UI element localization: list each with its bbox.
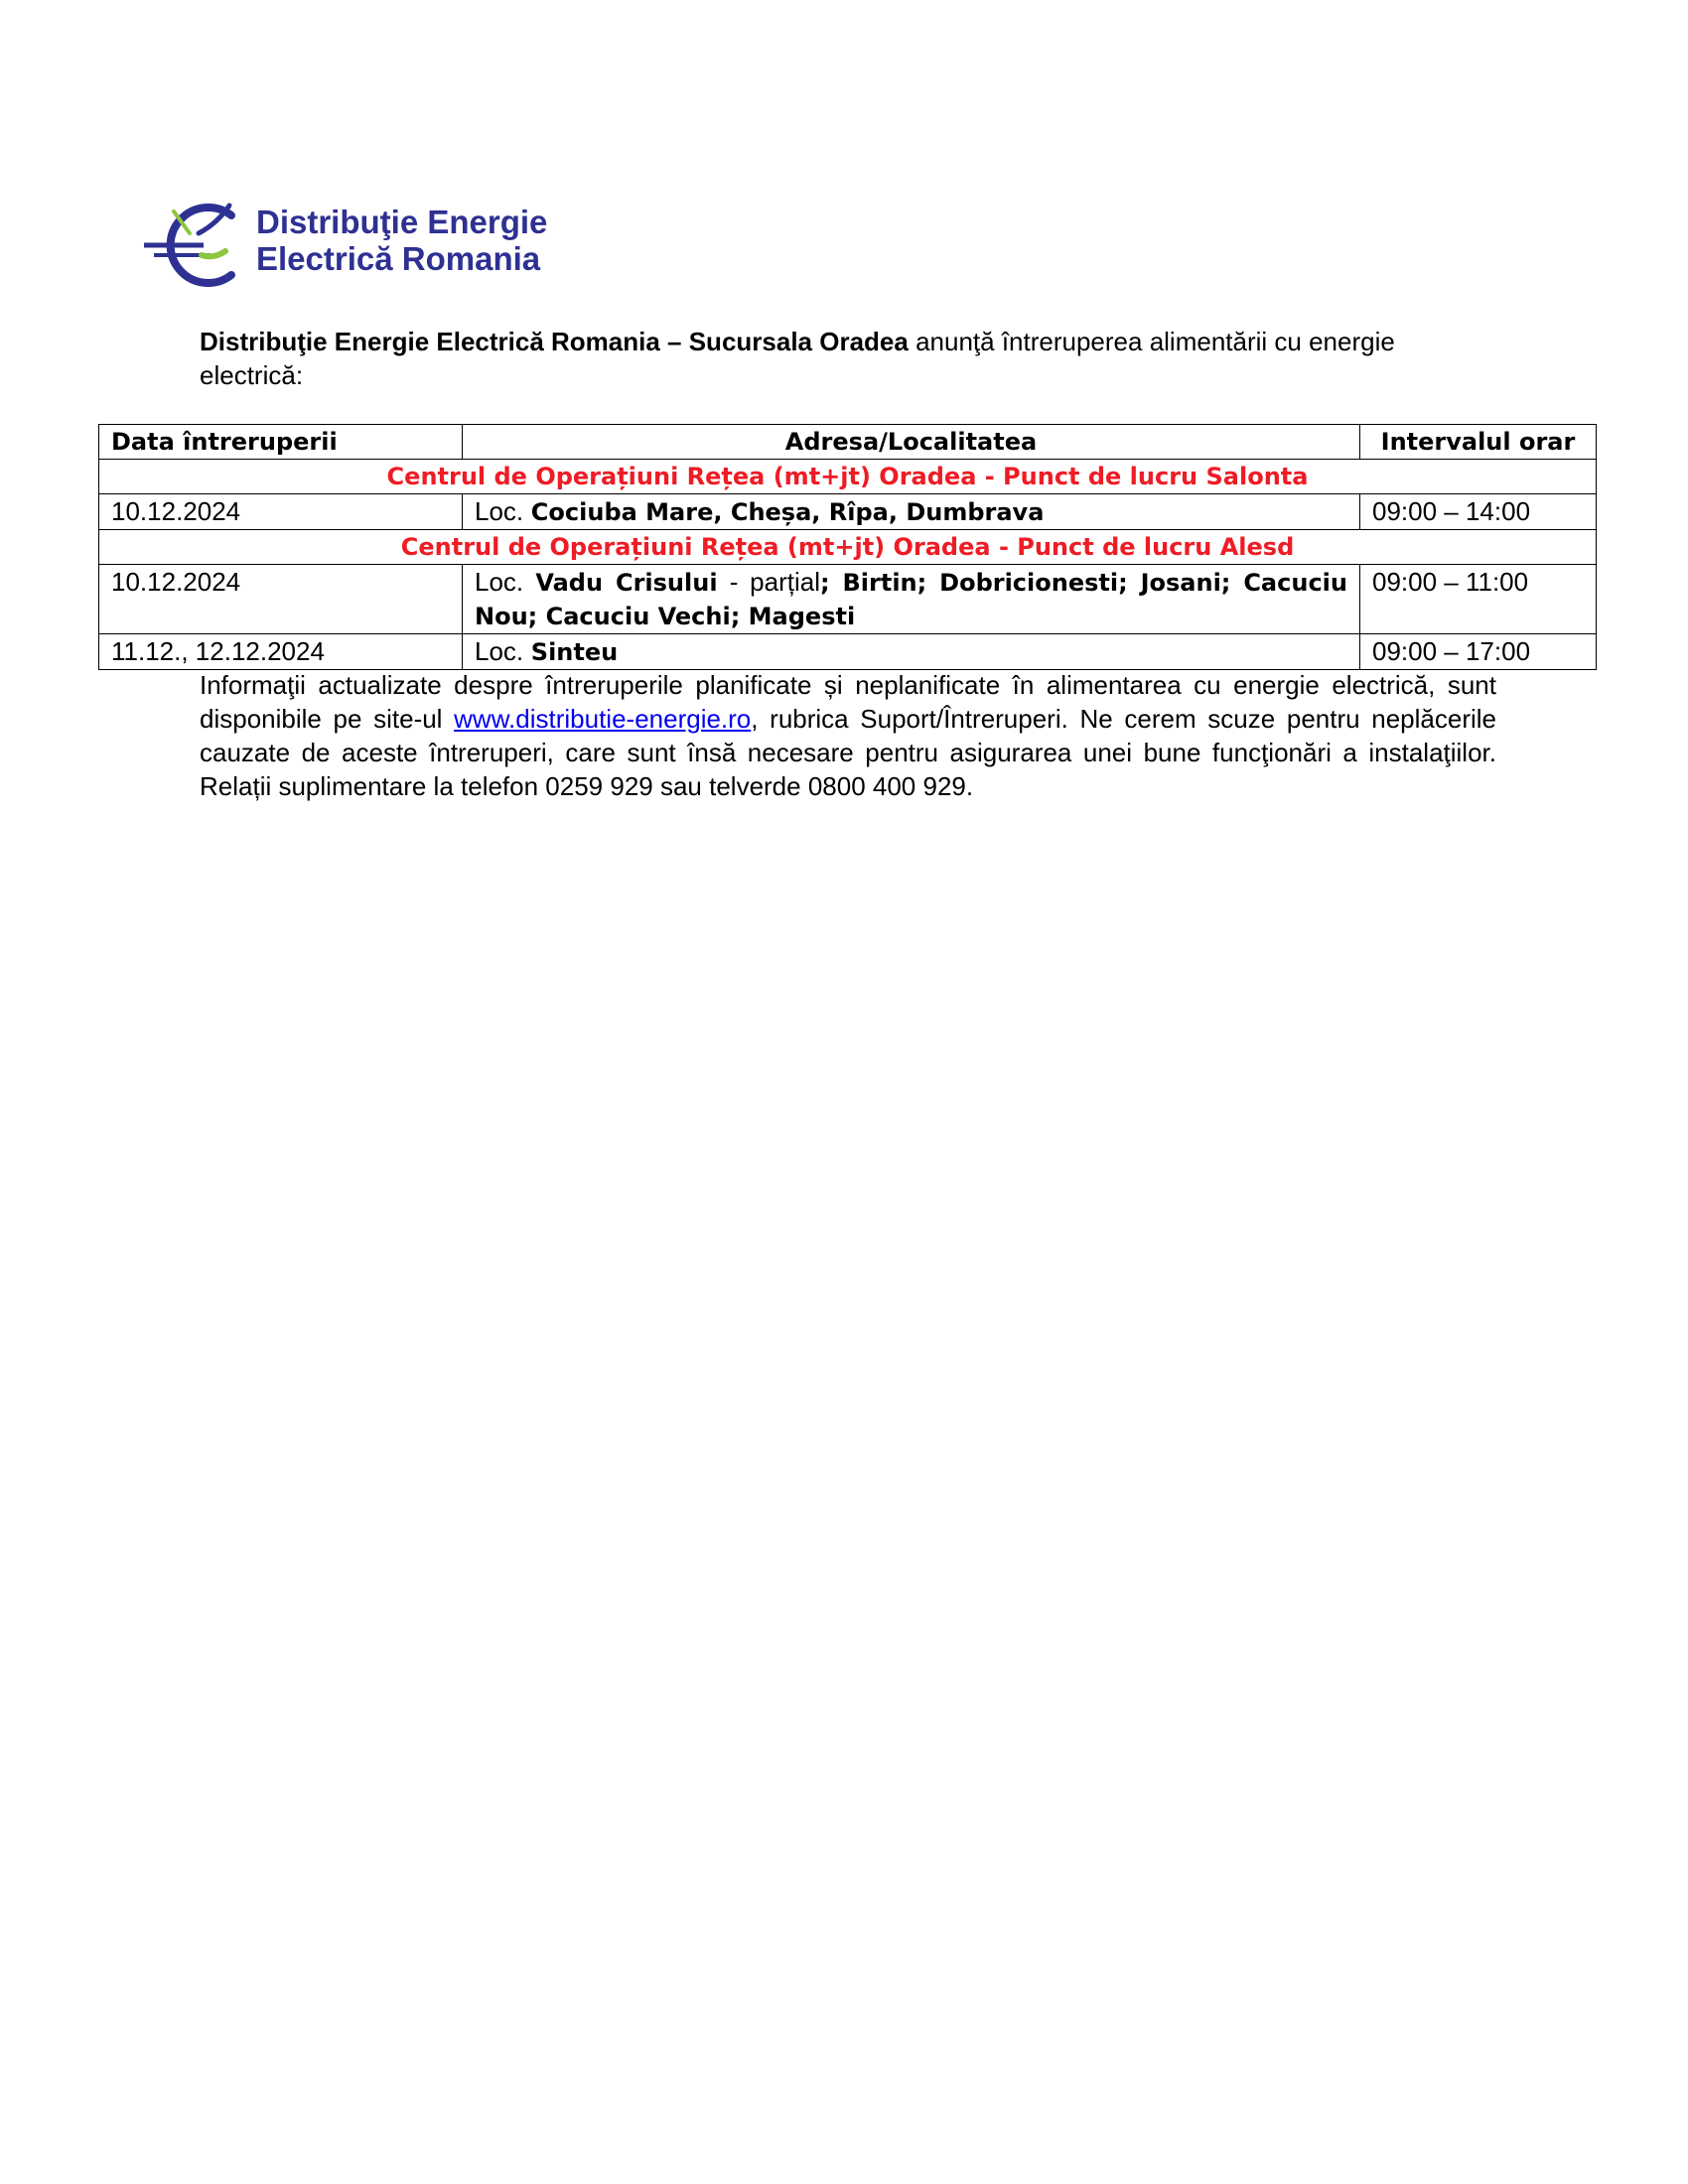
company-logo xyxy=(144,194,581,293)
row-prefix: Loc. xyxy=(475,496,524,526)
table-row xyxy=(99,634,1597,670)
table-header-row xyxy=(99,425,1597,460)
row-places: Cociuba Mare, Cheșa, Rîpa, Dumbrava xyxy=(530,498,1045,526)
row-prefix: Loc. xyxy=(475,636,524,666)
row-partial-note: - parțial xyxy=(729,567,820,597)
intro-company: Distribuţie Energie Electrică Romania – Sucursala Oradea xyxy=(200,327,909,356)
section-row xyxy=(99,530,1597,565)
row-address xyxy=(463,494,1360,530)
table-row xyxy=(99,494,1597,530)
header-date: Data întreruperii xyxy=(99,425,463,460)
header-address: Adresa/Localitatea xyxy=(463,425,1360,460)
footer-text-after: , rubrica Suport/Întreruperi. Ne cerem scuze pentru neplăcerile cauzate de aceste întreruperi, care sunt însă necesare pentru asigurarea unei bune funcţionări a instalaţiilor. Relații suplimentare la telefon 0259 929 sau telverde 0800 400 929. xyxy=(200,704,1497,801)
outage-table xyxy=(98,424,1597,670)
footer-text-before: Informaţii actualizate despre întreruperile planificate și neplanificate în alimentarea cu energie electrică, sunt disponibile pe site-ul xyxy=(200,670,1496,734)
intro-paragraph xyxy=(200,325,1471,392)
row-date: 11.12., 12.12.2024 xyxy=(99,634,463,670)
row-interval: 09:00 – 17:00 xyxy=(1360,634,1597,670)
row-interval: 09:00 – 11:00 xyxy=(1360,565,1597,634)
row-address xyxy=(463,565,1360,634)
row-interval: 09:00 – 14:00 xyxy=(1360,494,1597,530)
website-link[interactable]: www.distributie-energie.ro xyxy=(454,704,752,734)
row-places: Sinteu xyxy=(530,638,619,666)
intro-text: anunţă întreruperea alimentării cu energie electrică: xyxy=(200,327,1395,390)
section-title: Centrul de Operațiuni Rețea (mt+jt) Oradea - Punct de lucru Alesd xyxy=(99,530,1597,565)
row-date: 10.12.2024 xyxy=(99,565,463,634)
row-places: Vadu Crisului xyxy=(535,569,718,597)
table-row xyxy=(99,565,1597,634)
logo-line-2: Electrică Romania xyxy=(256,240,541,277)
section-row xyxy=(99,460,1597,494)
row-address xyxy=(463,634,1360,670)
row-places-rest: ; Birtin; Dobricionesti; Josani; Cacuciu Nou; Cacuciu Vechi; Magesti xyxy=(475,569,1347,630)
logo-line-1: Distribuţie Energie xyxy=(256,204,548,240)
logo-wordmark xyxy=(256,204,547,277)
header-interval: Intervalul orar xyxy=(1360,425,1597,460)
logo-emblem-icon xyxy=(144,194,253,293)
section-title: Centrul de Operațiuni Rețea (mt+jt) Oradea - Punct de lucru Salonta xyxy=(99,460,1597,494)
row-prefix: Loc. xyxy=(475,567,524,597)
row-date: 10.12.2024 xyxy=(99,494,463,530)
footer-paragraph xyxy=(200,668,1496,803)
